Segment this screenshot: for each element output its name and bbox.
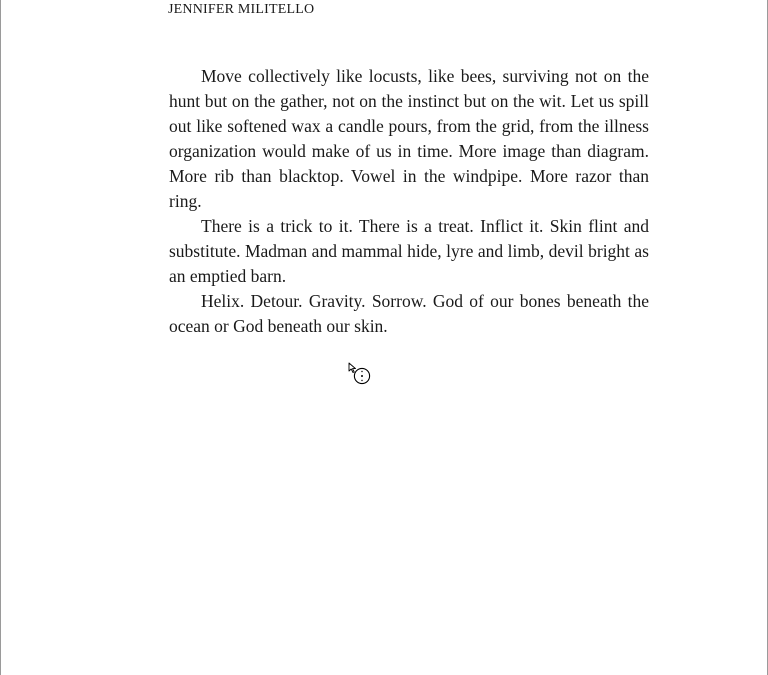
poem-body: [169, 64, 649, 339]
poem-paragraph-2: There is a trick to it. There is a treat. Inflict it. Skin flint and substitute. Madman and mammal hide, lyre and limb, devil bright as an emptied barn.: [169, 216, 649, 286]
poem-paragraph-3: Helix. Detour. Gravity. Sorrow. God of our bones beneath the ocean or God beneath our skin.: [169, 291, 649, 336]
running-header-author: JENNIFER MILITELLO: [168, 2, 315, 17]
busy-cursor-icon: [348, 362, 374, 388]
poem-paragraph-1: Move collectively like locusts, like bees, surviving not on the hunt but on the gather, not on the instinct but on the wit. Let us spill out like softened wax a candle pours, from the grid, from the illness organization would make of us in time. More image than diagram. More rib than blacktop. Vowel in the windpipe. More razor than ring.: [169, 66, 649, 211]
